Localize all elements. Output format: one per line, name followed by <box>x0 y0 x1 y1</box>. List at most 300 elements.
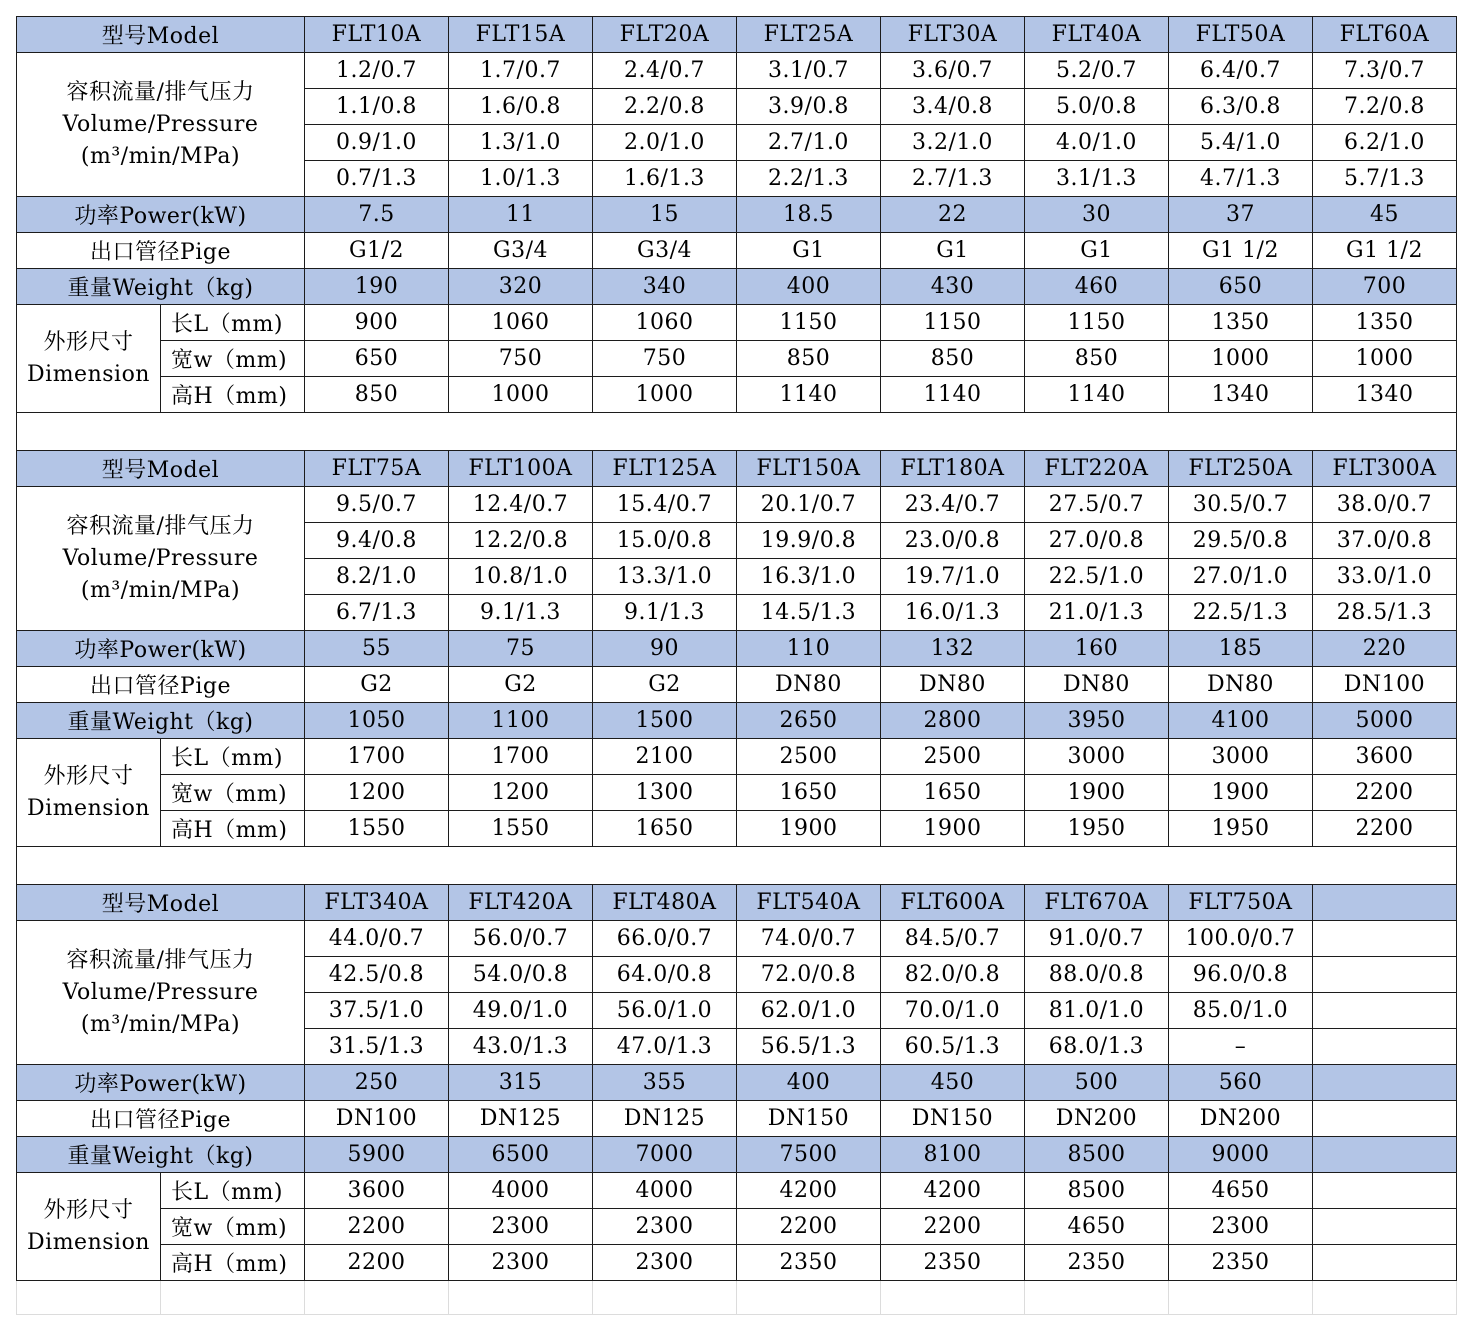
power-cell: 132 <box>881 631 1025 667</box>
volume-cell: 1.2/0.7 <box>305 53 449 89</box>
volume-cell: – <box>1169 1029 1313 1065</box>
power-cell: 55 <box>305 631 449 667</box>
dimension-row <box>17 1245 1457 1281</box>
pipe-cell: DN80 <box>1169 667 1313 703</box>
height-cell: 2300 <box>593 1245 737 1281</box>
spec-table-block <box>16 450 1457 847</box>
weight-cell: 7000 <box>593 1137 737 1173</box>
weight-cell: 2800 <box>881 703 1025 739</box>
height-cell: 2200 <box>1313 811 1457 847</box>
length-cell: 1350 <box>1313 305 1457 341</box>
volume-cell: 6.4/0.7 <box>1169 53 1313 89</box>
width-cell: 1000 <box>1313 341 1457 377</box>
width-cell: 850 <box>737 341 881 377</box>
volume-cell: 9.4/0.8 <box>305 523 449 559</box>
volume-cell: 74.0/0.7 <box>737 921 881 957</box>
height-cell: 1340 <box>1169 377 1313 413</box>
power-cell: 450 <box>881 1065 1025 1101</box>
volume-cell: 27.5/0.7 <box>1025 487 1169 523</box>
height-cell: 2300 <box>449 1245 593 1281</box>
pipe-row <box>17 667 1457 703</box>
power-cell: 75 <box>449 631 593 667</box>
volume-cell <box>1313 957 1457 993</box>
volume-cell: 3.9/0.8 <box>737 89 881 125</box>
pipe-cell: DN80 <box>881 667 1025 703</box>
volume-cell: 82.0/0.8 <box>881 957 1025 993</box>
power-cell: 315 <box>449 1065 593 1101</box>
volume-cell: 60.5/1.3 <box>881 1029 1025 1065</box>
model-label: 型号Model <box>17 451 305 487</box>
weight-row <box>17 1137 1457 1173</box>
pipe-cell: G2 <box>593 667 737 703</box>
weight-cell: 5000 <box>1313 703 1457 739</box>
width-cell: 1200 <box>449 775 593 811</box>
volume-cell: 37.0/0.8 <box>1313 523 1457 559</box>
volume-label-unit: (m³/min/MPa) <box>80 577 241 603</box>
volume-cell: 1.0/1.3 <box>449 161 593 197</box>
volume-label-en: Volume/Pressure <box>62 111 259 137</box>
weight-cell: 1100 <box>449 703 593 739</box>
weight-cell: 7500 <box>737 1137 881 1173</box>
weight-cell: 8500 <box>1025 1137 1169 1173</box>
length-cell: 3000 <box>1025 739 1169 775</box>
models-cell: FLT180A <box>881 451 1025 487</box>
power-cell: 90 <box>593 631 737 667</box>
volume-cell: 28.5/1.3 <box>1313 595 1457 631</box>
pipe-cell <box>1313 1101 1457 1137</box>
models-cell: FLT100A <box>449 451 593 487</box>
weight-row <box>17 269 1457 305</box>
pipe-cell: DN150 <box>737 1101 881 1137</box>
volume-cell: 15.4/0.7 <box>593 487 737 523</box>
volume-cell: 2.0/1.0 <box>593 125 737 161</box>
volume-cell: 1.6/1.3 <box>593 161 737 197</box>
volume-cell: 27.0/0.8 <box>1025 523 1169 559</box>
block-gap <box>16 413 1457 450</box>
power-cell: 18.5 <box>737 197 881 233</box>
models-cell: FLT15A <box>449 17 593 53</box>
height-cell: 1140 <box>1025 377 1169 413</box>
models-cell: FLT340A <box>305 885 449 921</box>
volume-cell: 6.3/0.8 <box>1169 89 1313 125</box>
volume-cell: 84.5/0.7 <box>881 921 1025 957</box>
model-row <box>17 885 1457 921</box>
power-row <box>17 1065 1457 1101</box>
length-label: 长L（mm) <box>161 305 305 341</box>
width-cell: 4650 <box>1025 1209 1169 1245</box>
models-cell: FLT540A <box>737 885 881 921</box>
volume-cell: 2.7/1.3 <box>881 161 1025 197</box>
length-cell: 1060 <box>593 305 737 341</box>
power-cell: 110 <box>737 631 881 667</box>
pipe-cell: G1 <box>737 233 881 269</box>
volume-cell: 4.0/1.0 <box>1025 125 1169 161</box>
height-cell: 1950 <box>1169 811 1313 847</box>
weight-cell: 6500 <box>449 1137 593 1173</box>
volume-cell: 43.0/1.3 <box>449 1029 593 1065</box>
pipe-cell: G1/2 <box>305 233 449 269</box>
models-cell: FLT30A <box>881 17 1025 53</box>
volume-cell: 21.0/1.3 <box>1025 595 1169 631</box>
volume-cell: 100.0/0.7 <box>1169 921 1313 957</box>
volume-cell: 12.2/0.8 <box>449 523 593 559</box>
height-cell: 1950 <box>1025 811 1169 847</box>
volume-cell: 14.5/1.3 <box>737 595 881 631</box>
height-cell: 2350 <box>737 1245 881 1281</box>
volume-label-unit: (m³/min/MPa) <box>80 1011 241 1037</box>
weight-cell: 400 <box>737 269 881 305</box>
width-cell: 2200 <box>737 1209 881 1245</box>
volume-cell: 44.0/0.7 <box>305 921 449 957</box>
volume-cell: 20.1/0.7 <box>737 487 881 523</box>
volume-cell: 4.7/1.3 <box>1169 161 1313 197</box>
height-cell: 1550 <box>305 811 449 847</box>
volume-label-zh: 容积流量/排气压力 <box>66 79 255 105</box>
power-cell: 22 <box>881 197 1025 233</box>
pipe-cell: G2 <box>449 667 593 703</box>
power-cell: 30 <box>1025 197 1169 233</box>
width-cell: 1300 <box>593 775 737 811</box>
volume-label <box>17 53 305 197</box>
volume-cell: 10.8/1.0 <box>449 559 593 595</box>
volume-cell: 96.0/0.8 <box>1169 957 1313 993</box>
models-cell: FLT50A <box>1169 17 1313 53</box>
models-cell: FLT75A <box>305 451 449 487</box>
models-cell: FLT220A <box>1025 451 1169 487</box>
volume-label <box>17 921 305 1065</box>
volume-cell: 16.0/1.3 <box>881 595 1025 631</box>
height-cell: 1900 <box>881 811 1025 847</box>
power-cell: 160 <box>1025 631 1169 667</box>
volume-cell: 1.1/0.8 <box>305 89 449 125</box>
volume-cell: 16.3/1.0 <box>737 559 881 595</box>
volume-cell: 9.5/0.7 <box>305 487 449 523</box>
height-cell: 1900 <box>737 811 881 847</box>
dimension-row <box>17 775 1457 811</box>
pipe-cell: DN100 <box>1313 667 1457 703</box>
height-cell: 850 <box>305 377 449 413</box>
volume-cell: 1.7/0.7 <box>449 53 593 89</box>
weight-cell: 4100 <box>1169 703 1313 739</box>
dimension-label <box>17 739 161 847</box>
pipe-label: 出口管径Pige <box>17 233 305 269</box>
power-cell: 7.5 <box>305 197 449 233</box>
volume-cell: 47.0/1.3 <box>593 1029 737 1065</box>
height-label: 高H（mm) <box>161 1245 305 1281</box>
volume-label-en: Volume/Pressure <box>62 979 259 1005</box>
models-cell <box>1313 885 1457 921</box>
width-cell: 850 <box>881 341 1025 377</box>
volume-cell: 3.2/1.0 <box>881 125 1025 161</box>
volume-cell: 64.0/0.8 <box>593 957 737 993</box>
power-label: 功率Power(kW) <box>17 631 305 667</box>
power-row <box>17 197 1457 233</box>
pipe-cell: DN200 <box>1169 1101 1313 1137</box>
volume-cell: 12.4/0.7 <box>449 487 593 523</box>
volume-label-zh: 容积流量/排气压力 <box>66 513 255 539</box>
volume-cell: 66.0/0.7 <box>593 921 737 957</box>
width-cell: 1900 <box>1169 775 1313 811</box>
volume-row <box>17 487 1457 523</box>
volume-cell <box>1313 1029 1457 1065</box>
pipe-cell: G2 <box>305 667 449 703</box>
width-cell: 850 <box>1025 341 1169 377</box>
dimension-row <box>17 341 1457 377</box>
dimension-label-en: Dimension <box>27 1229 150 1255</box>
weight-cell: 340 <box>593 269 737 305</box>
weight-cell: 190 <box>305 269 449 305</box>
volume-cell: 31.5/1.3 <box>305 1029 449 1065</box>
volume-label-unit: (m³/min/MPa) <box>80 143 241 169</box>
pipe-cell: G1 <box>1025 233 1169 269</box>
height-cell: 2350 <box>1025 1245 1169 1281</box>
volume-cell: 19.9/0.8 <box>737 523 881 559</box>
volume-cell: 2.4/0.7 <box>593 53 737 89</box>
weight-cell: 460 <box>1025 269 1169 305</box>
volume-cell: 88.0/0.8 <box>1025 957 1169 993</box>
pipe-cell: DN150 <box>881 1101 1025 1137</box>
width-cell: 1900 <box>1025 775 1169 811</box>
width-cell: 750 <box>449 341 593 377</box>
pipe-cell: G1 1/2 <box>1169 233 1313 269</box>
volume-label <box>17 487 305 631</box>
weight-cell <box>1313 1137 1457 1173</box>
volume-cell: 22.5/1.0 <box>1025 559 1169 595</box>
dimension-label-zh: 外形尺寸 <box>43 1197 134 1223</box>
volume-cell: 23.4/0.7 <box>881 487 1025 523</box>
volume-cell <box>1313 993 1457 1029</box>
length-cell: 1150 <box>737 305 881 341</box>
models-cell: FLT670A <box>1025 885 1169 921</box>
dimension-label <box>17 1173 161 1281</box>
length-cell: 3600 <box>1313 739 1457 775</box>
length-cell: 2500 <box>737 739 881 775</box>
dimension-row <box>17 1173 1457 1209</box>
volume-cell: 27.0/1.0 <box>1169 559 1313 595</box>
height-cell: 1140 <box>881 377 1025 413</box>
pipe-cell: G1 1/2 <box>1313 233 1457 269</box>
dimension-row <box>17 377 1457 413</box>
volume-cell: 5.0/0.8 <box>1025 89 1169 125</box>
width-cell: 750 <box>593 341 737 377</box>
power-cell: 15 <box>593 197 737 233</box>
spec-table-block <box>16 884 1457 1281</box>
width-cell <box>1313 1209 1457 1245</box>
volume-cell: 81.0/1.0 <box>1025 993 1169 1029</box>
length-cell: 1700 <box>449 739 593 775</box>
length-label: 长L（mm) <box>161 1173 305 1209</box>
pipe-cell: DN80 <box>1025 667 1169 703</box>
weight-cell: 650 <box>1169 269 1313 305</box>
power-cell: 560 <box>1169 1065 1313 1101</box>
models-cell: FLT20A <box>593 17 737 53</box>
models-cell: FLT60A <box>1313 17 1457 53</box>
models-cell: FLT300A <box>1313 451 1457 487</box>
empty-grid-row <box>16 1281 1457 1315</box>
volume-cell: 7.2/0.8 <box>1313 89 1457 125</box>
models-cell: FLT150A <box>737 451 881 487</box>
volume-row <box>17 921 1457 957</box>
volume-cell: 7.3/0.7 <box>1313 53 1457 89</box>
width-cell: 650 <box>305 341 449 377</box>
length-cell: 4000 <box>449 1173 593 1209</box>
length-label: 长L（mm) <box>161 739 305 775</box>
length-cell: 4650 <box>1169 1173 1313 1209</box>
power-label: 功率Power(kW) <box>17 197 305 233</box>
power-cell: 11 <box>449 197 593 233</box>
volume-cell: 15.0/0.8 <box>593 523 737 559</box>
volume-cell: 1.3/1.0 <box>449 125 593 161</box>
power-cell <box>1313 1065 1457 1101</box>
pipe-label: 出口管径Pige <box>17 667 305 703</box>
dimension-label-zh: 外形尺寸 <box>43 763 134 789</box>
width-cell: 2300 <box>1169 1209 1313 1245</box>
weight-cell: 700 <box>1313 269 1457 305</box>
length-cell: 4000 <box>593 1173 737 1209</box>
pipe-cell: DN125 <box>449 1101 593 1137</box>
dimension-row <box>17 811 1457 847</box>
width-label: 宽w（mm) <box>161 341 305 377</box>
models-cell: FLT250A <box>1169 451 1313 487</box>
dimension-label <box>17 305 161 413</box>
model-label: 型号Model <box>17 17 305 53</box>
volume-cell: 8.2/1.0 <box>305 559 449 595</box>
volume-cell: 33.0/1.0 <box>1313 559 1457 595</box>
weight-cell: 320 <box>449 269 593 305</box>
volume-cell: 42.5/0.8 <box>305 957 449 993</box>
height-label: 高H（mm) <box>161 377 305 413</box>
power-row <box>17 631 1457 667</box>
volume-cell: 13.3/1.0 <box>593 559 737 595</box>
volume-cell: 38.0/0.7 <box>1313 487 1457 523</box>
volume-cell <box>1313 921 1457 957</box>
volume-cell: 23.0/0.8 <box>881 523 1025 559</box>
length-cell: 2500 <box>881 739 1025 775</box>
weight-cell: 5900 <box>305 1137 449 1173</box>
length-cell: 4200 <box>881 1173 1025 1209</box>
volume-cell: 19.7/1.0 <box>881 559 1025 595</box>
power-cell: 400 <box>737 1065 881 1101</box>
volume-cell: 70.0/1.0 <box>881 993 1025 1029</box>
length-cell: 2100 <box>593 739 737 775</box>
volume-cell: 72.0/0.8 <box>737 957 881 993</box>
pipe-cell: DN125 <box>593 1101 737 1137</box>
width-cell: 1650 <box>881 775 1025 811</box>
volume-cell: 2.2/1.3 <box>737 161 881 197</box>
height-cell: 1140 <box>737 377 881 413</box>
weight-row <box>17 703 1457 739</box>
volume-cell: 3.1/1.3 <box>1025 161 1169 197</box>
power-label: 功率Power(kW) <box>17 1065 305 1101</box>
pipe-cell: G3/4 <box>593 233 737 269</box>
height-cell: 1550 <box>449 811 593 847</box>
models-cell: FLT125A <box>593 451 737 487</box>
weight-label: 重量Weight（kg) <box>17 269 305 305</box>
length-cell: 8500 <box>1025 1173 1169 1209</box>
power-cell: 185 <box>1169 631 1313 667</box>
length-cell: 3600 <box>305 1173 449 1209</box>
width-label: 宽w（mm) <box>161 775 305 811</box>
length-cell: 1150 <box>1025 305 1169 341</box>
length-cell: 3000 <box>1169 739 1313 775</box>
power-cell: 500 <box>1025 1065 1169 1101</box>
volume-cell: 5.4/1.0 <box>1169 125 1313 161</box>
length-cell: 1350 <box>1169 305 1313 341</box>
height-label: 高H（mm) <box>161 811 305 847</box>
width-cell: 2200 <box>1313 775 1457 811</box>
weight-cell: 1500 <box>593 703 737 739</box>
pipe-cell: DN100 <box>305 1101 449 1137</box>
volume-cell: 1.6/0.8 <box>449 89 593 125</box>
weight-label: 重量Weight（kg) <box>17 1137 305 1173</box>
pipe-cell: DN200 <box>1025 1101 1169 1137</box>
power-cell: 220 <box>1313 631 1457 667</box>
volume-cell: 9.1/1.3 <box>449 595 593 631</box>
power-cell: 45 <box>1313 197 1457 233</box>
volume-cell: 6.7/1.3 <box>305 595 449 631</box>
volume-cell: 3.4/0.8 <box>881 89 1025 125</box>
models-cell: FLT480A <box>593 885 737 921</box>
weight-cell: 1050 <box>305 703 449 739</box>
volume-cell: 3.6/0.7 <box>881 53 1025 89</box>
width-label: 宽w（mm) <box>161 1209 305 1245</box>
width-cell: 2300 <box>593 1209 737 1245</box>
height-cell: 1000 <box>449 377 593 413</box>
models-cell: FLT420A <box>449 885 593 921</box>
height-cell: 2350 <box>881 1245 1025 1281</box>
volume-cell: 30.5/0.7 <box>1169 487 1313 523</box>
pipe-row <box>17 1101 1457 1137</box>
volume-cell: 56.0/0.7 <box>449 921 593 957</box>
length-cell: 4200 <box>737 1173 881 1209</box>
length-cell: 1150 <box>881 305 1025 341</box>
volume-cell: 22.5/1.3 <box>1169 595 1313 631</box>
model-row <box>17 17 1457 53</box>
dimension-label-en: Dimension <box>27 361 150 387</box>
weight-cell: 3950 <box>1025 703 1169 739</box>
height-cell: 2200 <box>305 1245 449 1281</box>
volume-cell: 56.0/1.0 <box>593 993 737 1029</box>
volume-cell: 5.2/0.7 <box>1025 53 1169 89</box>
length-cell: 900 <box>305 305 449 341</box>
volume-row <box>17 53 1457 89</box>
height-cell: 1340 <box>1313 377 1457 413</box>
volume-label-en: Volume/Pressure <box>62 545 259 571</box>
volume-cell: 0.7/1.3 <box>305 161 449 197</box>
height-cell: 2350 <box>1169 1245 1313 1281</box>
width-cell: 2200 <box>881 1209 1025 1245</box>
spec-table-block <box>16 16 1457 413</box>
model-row <box>17 451 1457 487</box>
width-cell: 2300 <box>449 1209 593 1245</box>
power-cell: 37 <box>1169 197 1313 233</box>
spec-sheet <box>16 16 1457 1315</box>
weight-cell: 8100 <box>881 1137 1025 1173</box>
models-cell: FLT750A <box>1169 885 1313 921</box>
height-cell: 1650 <box>593 811 737 847</box>
model-label: 型号Model <box>17 885 305 921</box>
volume-cell: 2.7/1.0 <box>737 125 881 161</box>
power-cell: 250 <box>305 1065 449 1101</box>
volume-cell: 62.0/1.0 <box>737 993 881 1029</box>
volume-cell: 2.2/0.8 <box>593 89 737 125</box>
block-gap <box>16 847 1457 884</box>
volume-cell: 85.0/1.0 <box>1169 993 1313 1029</box>
dimension-row <box>17 739 1457 775</box>
weight-cell: 2650 <box>737 703 881 739</box>
models-cell: FLT40A <box>1025 17 1169 53</box>
models-cell: FLT600A <box>881 885 1025 921</box>
